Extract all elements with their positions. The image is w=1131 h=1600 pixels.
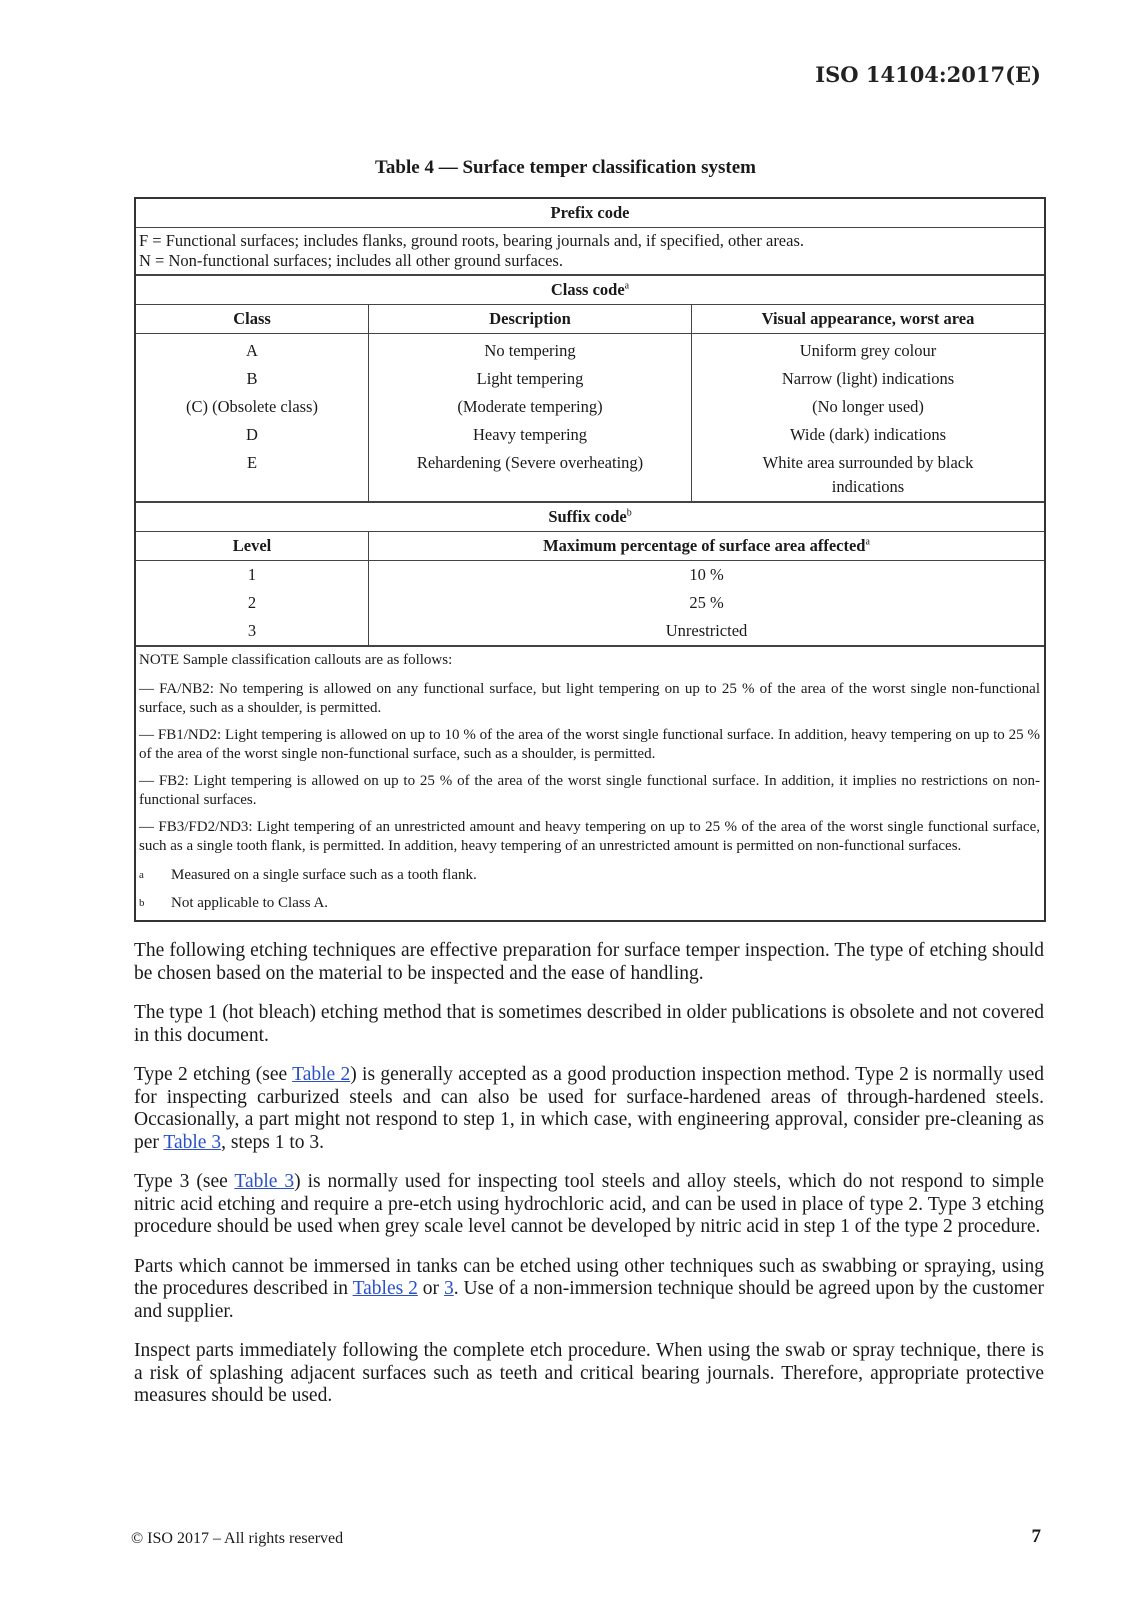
class-code-heading-text: Class code (550, 280, 625, 299)
prefix-line-f: F = Functional surfaces; includes flanks, ground roots, bearing journals and, if specified, other areas. (139, 231, 805, 250)
footnote-b (139, 892, 1040, 914)
text: Type 2 etching (see (134, 1064, 293, 1085)
description-cell: No tempering (484, 341, 576, 360)
text: . Use of a non-immersion technique should be agreed upon by the customer and supplier. (134, 1278, 1044, 1322)
level-cell: 3 (247, 621, 257, 640)
text: Parts which cannot be immersed in tanks can be etched using other techniques such as swabbing or spraying, using the procedures described in (134, 1255, 1044, 1299)
table-3-link[interactable]: Table 3 (234, 1171, 295, 1192)
table-3-link[interactable]: Table 3 (163, 1131, 222, 1153)
callout-item: — FB2: Light tempering is allowed on up to 25 % of the area of the worst single functional surface. In addition, it implies no restrictions on non-functional surfaces. (139, 773, 1040, 808)
table-title: Table 4 — Surface temper classification system (374, 157, 756, 178)
callout-item: — FB1/ND2: Light tempering is allowed on up to 10 % of the area of the worst single functional surface. In addition, heavy tempering on up to 25 % of the area of the worst single non-functional surface, such as a shoulder, is permitted. (139, 727, 1040, 762)
prefix-code-heading-text: Prefix code (550, 203, 630, 222)
paragraph: The following etching techniques are effective preparation for surface temper inspection. The type of etching should be chosen based on the material to be inspected and the ease of handling. (134, 940, 1044, 984)
max-percentage-cell: 10 % (689, 565, 724, 584)
class-cell: A (246, 341, 258, 360)
footnote-ref: a (865, 536, 870, 548)
spacer (369, 477, 691, 497)
appearance-cell: Wide (dark) indications (789, 425, 947, 444)
page-number: 7 (1031, 1526, 1041, 1547)
paragraph: The type 1 (hot bleach) etching method that is sometimes described in older publications is obsolete and not covered in this document. (134, 1002, 1044, 1046)
class-cell: (C) (Obsolete class) (186, 397, 318, 416)
appearance-column (692, 334, 1044, 501)
footnote-text: Measured on a single surface such as a tooth flank. (171, 867, 477, 883)
suffix-code-heading-text: Suffix code (548, 507, 627, 526)
tables-2-link[interactable]: Tables 2 (352, 1278, 418, 1299)
footnote-a (139, 864, 1040, 886)
footnote-ref: a (624, 280, 630, 292)
footnote-ref: b (626, 507, 632, 519)
max-percentage-cell: Unrestricted (665, 621, 748, 640)
prefix-line-n: N = Non-functional surfaces; includes all other ground surfaces. (139, 251, 563, 270)
max-percentage-column (369, 561, 1044, 645)
class-column-headers (136, 305, 1044, 334)
column-header-visual-appearance: Visual appearance, worst area (692, 305, 1044, 334)
level-cell: 1 (247, 565, 257, 584)
copyright: © ISO 2017 – All rights reserved (131, 1530, 344, 1547)
description-cell: Rehardening (Severe overheating) (416, 453, 644, 472)
column-header-class: Class (136, 305, 369, 334)
paragraph (134, 1064, 1044, 1154)
class-cell: E (246, 453, 258, 472)
prefix-code-heading (136, 199, 1044, 228)
level-column (136, 561, 369, 645)
max-percentage-cell: 25 % (689, 593, 724, 612)
text: Type 3 (see (134, 1171, 235, 1192)
footnote-text: Not applicable to Class A. (171, 895, 329, 911)
appearance-cell: Uniform grey colour (799, 341, 937, 360)
paragraph: Inspect parts immediately following the complete etch procedure. When using the swab or spray technique, there is a risk of splashing adjacent surfaces such as teeth and critical bearing journals. Therefore, appropriate protective measures should be used. (134, 1340, 1044, 1406)
description-cell: (Moderate tempering) (457, 397, 603, 416)
text: , steps 1 to 3. (221, 1131, 324, 1153)
prefix-code-body (136, 228, 1044, 276)
spacer (136, 477, 368, 497)
text: ) is normally used for inspecting tool steels and alloy steels, which do not respond to simple nitric acid etching and require a pre-etch using hydrochloric acid, and can be used in place of type 2. Type 3 etching procedure should be used when grey scale level cannot be developed by nitric acid in step 1 of the type 2 procedure. (134, 1171, 1045, 1237)
suffix-rows (136, 561, 1044, 645)
column-header-level: Level (136, 532, 369, 561)
footnote-mark: a (139, 869, 144, 881)
text: ) is generally accepted as a good production inspection method. Type 2 is normally used for inspecting carburized steels and can also be used for surface-hardened areas of through-hardened steels. Occasionally, a part might not respond to step 1, in which case, with engineering approval, consider pre-cleaning as per (134, 1064, 1044, 1153)
appearance-cell: (No longer used) (812, 397, 924, 416)
table-3-link[interactable]: 3 (443, 1278, 454, 1299)
column-header-max-percentage-text: Maximum percentage of surface area affected (543, 536, 866, 555)
appearance-cell: White area surrounded by black (762, 453, 974, 472)
callout-item: — FA/NB2: No tempering is allowed on any functional surface, but light tempering on up to 25 % of the area of the worst single non-functional surface, such as a shoulder, is permitted. (139, 681, 1040, 716)
suffix-column-headers (136, 532, 1044, 561)
description-column (369, 334, 692, 501)
body-text (134, 940, 1044, 1425)
table-2-link[interactable]: Table 2 (292, 1064, 351, 1085)
level-cell: 2 (247, 593, 257, 612)
description-cell: Heavy tempering (472, 425, 588, 444)
class-rows (136, 334, 1044, 501)
text: or (417, 1278, 444, 1299)
class-column (136, 334, 369, 501)
appearance-cell-continued: indications (831, 477, 905, 496)
paragraph (134, 1171, 1044, 1239)
column-header-description: Description (369, 305, 692, 334)
appearance-cell: Narrow (light) indications (781, 369, 955, 388)
class-code-heading (136, 276, 1044, 305)
description-cell: Light tempering (476, 369, 584, 388)
suffix-code-heading (136, 501, 1044, 532)
class-cell: B (246, 369, 258, 388)
classification-table (134, 197, 1046, 922)
callout-item: — FB3/FD2/ND3: Light tempering of an unrestricted amount and heavy tempering on up to 25 % of the area of the worst single functional surface, such as a single tooth flank, is permitted. In addition, heavy tempering of an unrestricted amount is permitted on non-functional surfaces. (139, 819, 1040, 854)
note-title: NOTE Sample classification callouts are as follows: (139, 652, 453, 668)
paragraph (134, 1256, 1044, 1324)
column-header-max-percentage (369, 532, 1044, 561)
table-note (136, 645, 1044, 920)
footnote-mark: b (139, 897, 145, 909)
document-id: ISO 14104:2017(E) (815, 62, 1041, 87)
class-cell: D (246, 425, 258, 444)
